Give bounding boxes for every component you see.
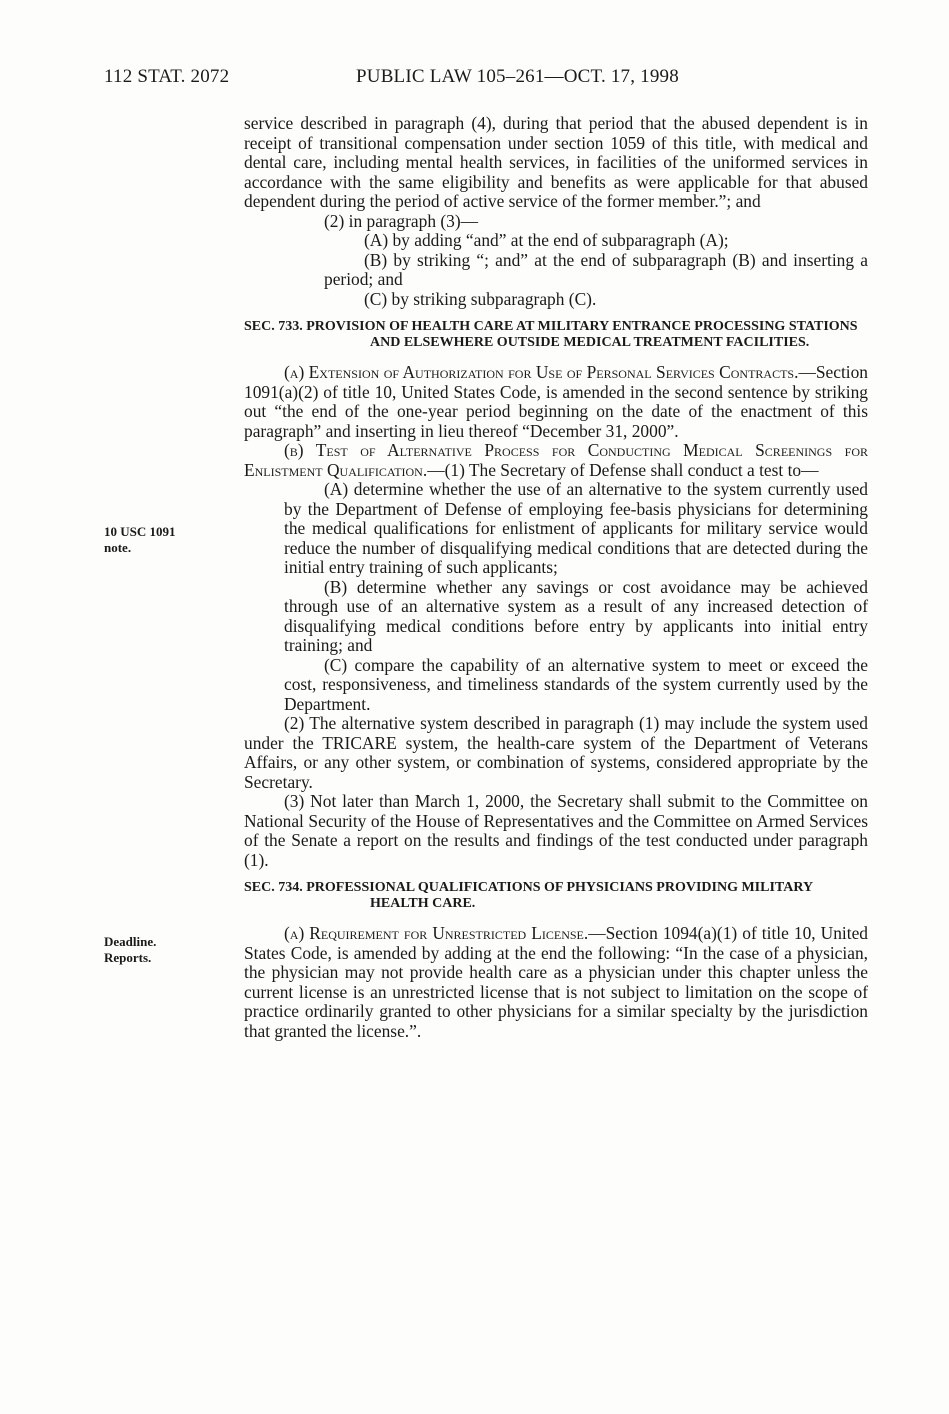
- margin-note-deadline-line1: Deadline.: [104, 934, 157, 949]
- margin-note-usc-line1: 10 USC 1091: [104, 524, 176, 539]
- subparagraph-B: (B) by striking “; and” at the end of subparagraph (B) and inserting a period; and: [324, 249, 868, 289]
- margin-note-deadline-line2: Reports.: [104, 950, 152, 965]
- paragraph-2: (2) in paragraph (3)—: [324, 210, 479, 231]
- section-734-a-caption: (a) Requirement for Unrestricted License.: [284, 923, 589, 943]
- public-law-title: PUBLIC LAW 105–261—OCT. 17, 1998: [356, 66, 679, 87]
- section-733-b-B: (B) determine whether any savings or cost avoidance may be achieved through use of an alternative system as a result of any increased detection of disqualifying medical conditions before entry by applicants into initial entry training; and: [284, 576, 868, 655]
- section-734-a: [244, 924, 868, 1041]
- margin-note-usc: [104, 524, 176, 556]
- section-733-a-text: —Section 1091(a)(2) of title 10, United States Code, is amended in the second sentence by striking out “the end of the one-year period beginning on the date of the enactment of this paragraph” and inserting in lieu thereof “December 31, 2000”.: [244, 362, 868, 441]
- section-733-heading: SEC. 733. PROVISION OF HEALTH CARE AT MILITARY ENTRANCE PROCESSING STATIONS AND ELSEWHERE OUTSIDE MEDICAL TREATMENT FACILITIES.: [244, 319, 858, 350]
- section-733-b-caption: (b) Test of Alternative Process for Conducting Medical Screenings for Enlistment Qualification.: [244, 440, 868, 480]
- section-733-a-caption: (a) Extension of Authorization for Use of Personal Services Contracts.: [284, 362, 799, 382]
- section-733-b-3: (3) Not later than March 1, 2000, the Secretary shall submit to the Committee on National Security of the House of Representatives and the Committee on Armed Services of the Senate a report on the results and findings of the test conducted under paragraph (1).: [244, 791, 868, 870]
- subparagraph-C: (C) by striking subparagraph (C).: [364, 288, 597, 309]
- section-733-b-2: (2) The alternative system described in paragraph (1) may include the system used under the TRICARE system, the health-care system of the Department of Veterans Affairs, or any other system, or combination of systems, considered appropriate by the Secretary.: [244, 713, 868, 792]
- margin-note-deadline: [104, 934, 156, 966]
- section-734-heading: SEC. 734. PROFESSIONAL QUALIFICATIONS OF PHYSICIANS PROVIDING MILITARY HEALTH CARE.: [244, 880, 813, 911]
- statute-body: [244, 114, 868, 1041]
- section-733-b: [244, 441, 868, 480]
- section-733-b-text: —(1) The Secretary of Defense shall conduct a test to—: [427, 459, 819, 480]
- section-733-b-C: (C) compare the capability of an alternative system to meet or exceed the cost, responsiveness, and timeliness standards of the system currently used by the Department.: [284, 654, 868, 714]
- paragraph-continuation: service described in paragraph (4), during that period that the abused dependent is in receipt of transitional compensation under section 1059 of this title, with medical and dental care, including mental health services, in facilities of the uniformed services in accordance with the same eligibility and benefits as were applicable for that abused dependent during the period of active service of the former member.”; and: [244, 113, 868, 211]
- section-733-b-A: (A) determine whether the use of an alternative to the system currently used by the Department of Defense of employing fee-basis physicians for determining the medical qualifications for enlistment of applicants for military service would reduce the number of disqualifying medical conditions that are detected during the initial entry training of such applicants;: [284, 479, 868, 577]
- section-733-a: [244, 363, 868, 441]
- subparagraph-A: (A) by adding “and” at the end of subparagraph (A);: [364, 230, 729, 250]
- margin-note-usc-line2: note.: [104, 540, 132, 555]
- section-734-a-text: —Section 1094(a)(1) of title 10, United States Code, is amended by adding at the end the following: “In the case of a physician, the physician may not provide health care as a physician under this chapter unless the current license is an unrestricted license that is not subject to limitation on the scope of practice ordinarily granted to other physicians for a similar specialty by the jurisdiction that granted the license.”.: [244, 923, 868, 1041]
- statute-page-number: 112 STAT. 2072: [104, 66, 230, 87]
